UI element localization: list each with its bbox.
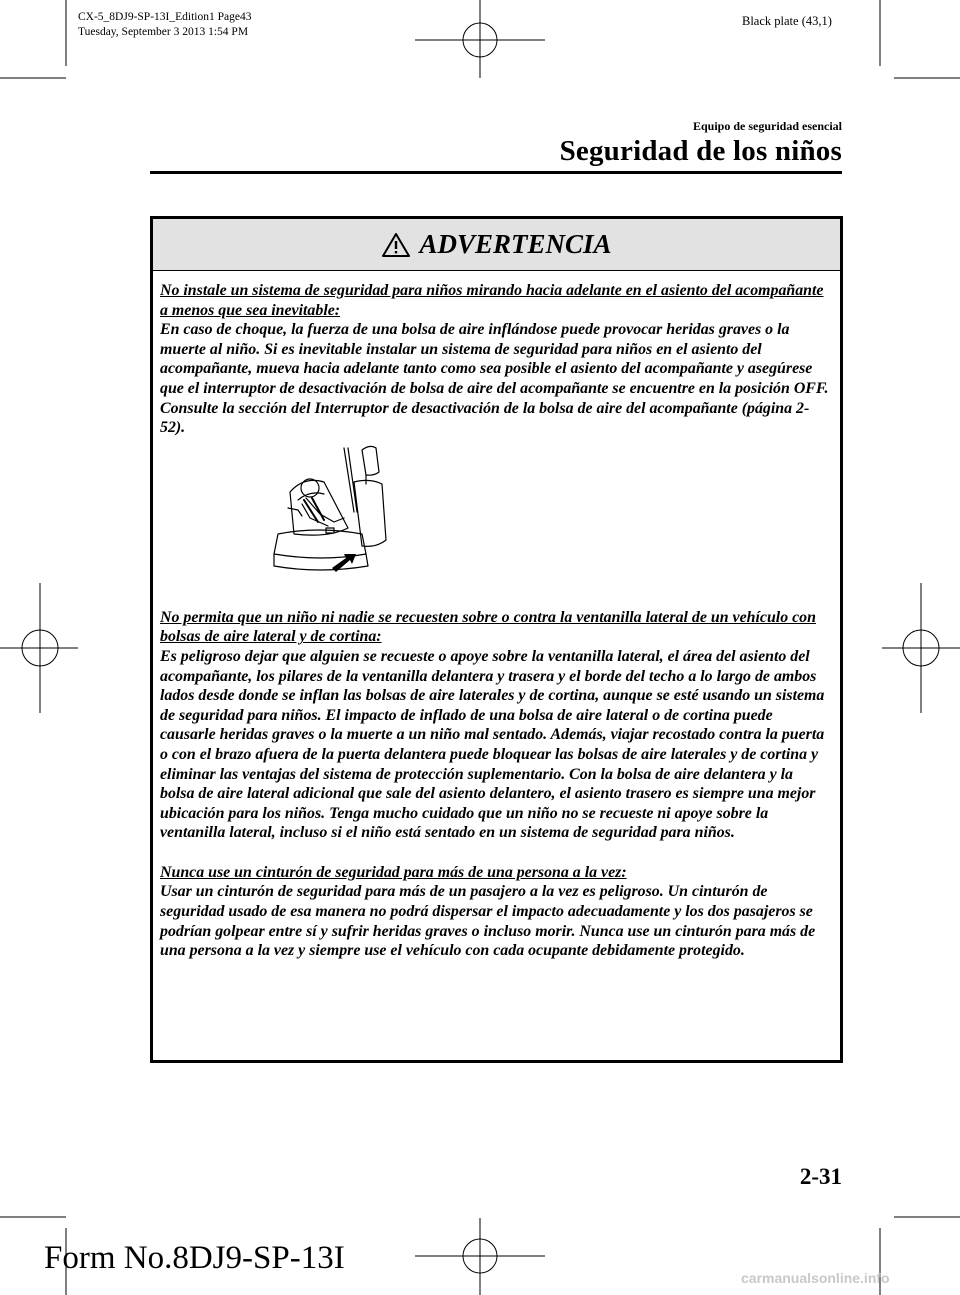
form-number: Form No.8DJ9-SP-13I <box>44 1240 345 1276</box>
page-number: 2-31 <box>799 1164 842 1189</box>
warning-heading-3: Nunca use un cinturón de seguridad para más de una persona a la vez: <box>160 863 627 881</box>
page-title: Seguridad de los niños <box>559 135 842 167</box>
header-rule <box>150 171 842 174</box>
warning-text-3: Usar un cinturón de seguridad para más de un pasajero a la vez es peligroso. Un cinturón de seguridad usado de esa manera no podrá dispersar el impacto adecuadamente y los dos pasajeros se podrían golpear entre sí y sufrir heridas graves o incluso morir. Nunca use un cinturón para más de una persona a la vez y siempre use el vehículo con cada ocupante debidamente protegido. <box>160 883 816 960</box>
warning-header <box>153 219 840 271</box>
plate-label: Black plate (43,1) <box>742 14 832 28</box>
warning-box <box>150 216 843 1063</box>
print-info-date: Tuesday, September 3 2013 1:54 PM <box>78 26 249 38</box>
warning-triangle-icon <box>381 232 411 258</box>
warning-heading-1: No instale un sistema de seguridad para niños mirando hacia adelante en el asiento del acompañante a menos que sea inevitable: <box>160 282 824 319</box>
warning-text-1: En caso de choque, la fuerza de una bolsa de aire inflándose puede provocar heridas graves o la muerte al niño. Si es inevitable instalar un sistema de seguridad para niños en el asiento del acompañante, mueva hacia adelante tanto como sea posible el asiento del acompañante y asegúrese que el interruptor de desactivación de bolsa de aire del acompañante se encuentre en la posición OFF. Consulte la sección del Interruptor de desactivación de la bolsa de aire del acompañante (página 2-52). <box>160 321 829 437</box>
child-seat-illustration <box>160 438 830 608</box>
warning-text-2: Es peligroso dejar que alguien se recueste o apoye sobre la ventanilla lateral, el área del asiento del acompañante, los pilares de la ventanilla delantera y trasera y el borde del techo a lo largo de ambos lados desde donde se inflan las bolsas de aire laterales y de cortina, aunque se esté usando un sistema de seguridad para niños. El impacto de inflado de una bolsa de aire lateral o de cortina puede causarle heridas graves o la muerte a un niño mal sentado. Además, viajar recostado contra la puerta o con el brazo afuera de la puerta delantera puede bloquear las bolsas de aire laterales y de cortina y eliminar las ventajas del sistema de protección suplementario. Con la bolsa de aire delantera y la bolsa de aire lateral adicional que sale del asiento delantero, el asiento trasero es siempre una mejor ubicación para los niños. Tenga mucho cuidado que un niño no se recueste ni apoye sobre la ventanilla lateral, incluso si el niño está sentado en un sistema de seguridad para niños. <box>160 647 825 842</box>
print-info <box>78 10 251 40</box>
watermark: carmanualsonline.info <box>741 1270 890 1286</box>
child-seat-figure <box>258 442 418 582</box>
warning-body <box>160 281 830 961</box>
print-info-file: CX-5_8DJ9-SP-13I_Edition1 Page43 <box>78 11 252 23</box>
warning-heading-2: No permita que un niño ni nadie se recuesten sobre o contra la ventanilla lateral de un vehículo con bolsas de aire lateral y de cortina: <box>160 608 816 646</box>
section-subtitle: Equipo de seguridad esencial <box>692 119 842 133</box>
warning-title: ADVERTENCIA <box>419 229 612 259</box>
